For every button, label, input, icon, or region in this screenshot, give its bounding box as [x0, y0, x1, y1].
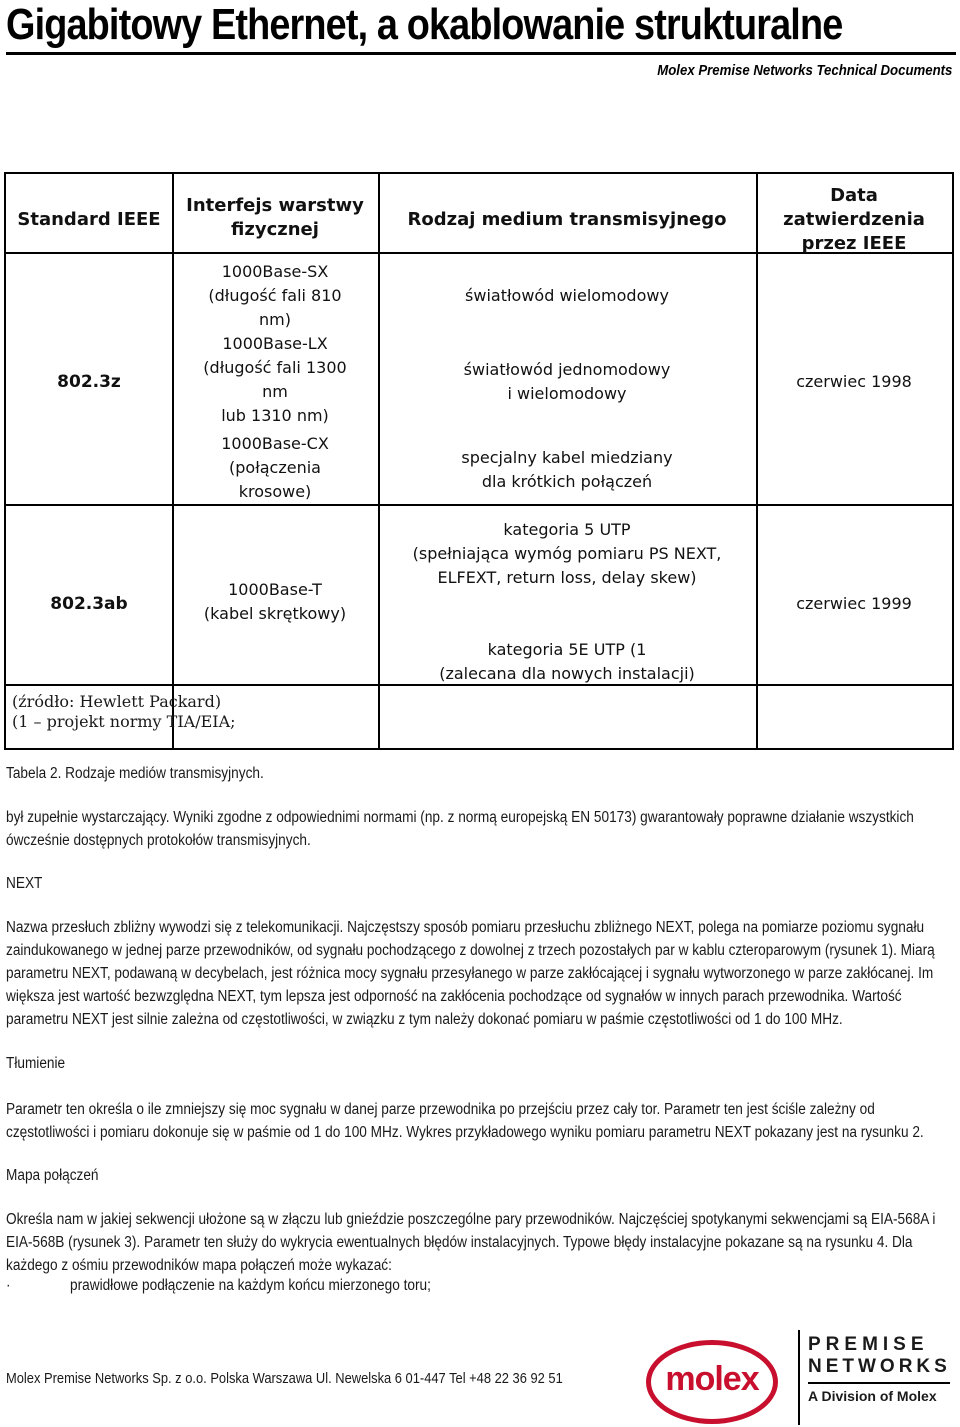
date-802-3ab: czerwiec 1999 — [796, 594, 912, 613]
brand-division: A Division of Molex — [808, 1388, 937, 1404]
section-heading-attenuation: Tłumienie — [6, 1055, 66, 1072]
medium-copper-cable: specjalny kabel miedziany dla krótkich połączeń — [461, 448, 673, 491]
header-medium: Rodzaj medium transmisyjnego — [407, 209, 727, 230]
medium-multimode-fiber: światłowód wielomodowy — [465, 286, 669, 305]
table-caption: Tabela 2. Rodzaje mediów transmisyjnych. — [6, 765, 264, 782]
medium-utp: kategoria 5 UTP (spełniająca wymóg pomiaru PS NEXT, ELFEXT, return loss, delay skew) kategoria 5E UTP (1 (zalecana dla nowych instalacji) — [412, 520, 722, 683]
medium-single-multimode-fiber: światłowód jednomodowy i wielomodowy — [463, 360, 671, 403]
interface-1000base-cx: 1000Base-CX (połączenia krosowe) — [221, 434, 329, 501]
document-subtitle: Molex Premise Networks Technical Documents — [656, 62, 952, 79]
standard-802-3z: 802.3z — [57, 372, 121, 392]
page-title: Gigabitowy Ethernet, a okablowanie strukturalne — [6, 0, 843, 49]
interface-1000base-lx: 1000Base-LX (długość fali 1300 nm lub 1310 nm) — [203, 334, 347, 425]
intro-paragraph: był zupełnie wystarczający. Wyniki zgodne z odpowiednimi normami (np. z normą europejską EN 50173) gwarantowały poprawne działanie wszystkich ówcześnie dostępnych protokołów transmisyjnych. — [6, 809, 914, 849]
wire-map-paragraph: Określa nam w jakiej sekwencji ułożone są w złączu lub gnieździe poszczególne pary przewodników. Najczęściej spotykanymi sekwencjami są EIA-568A i EIA-568B (rysunek 3). Parametr ten służy do wykrycia ewentualnych błędów instalacyjnych. Typowe błędy instalacyjne pokazane są na rysunku 4. Dla każdego z ośmiu przewodników mapa połączeń może wykazać: — [6, 1211, 936, 1274]
brand-networks: NETWORKS — [808, 1356, 951, 1377]
molex-logo — [646, 1330, 956, 1425]
standard-802-3ab: 802.3ab — [50, 594, 128, 614]
interface-1000base-t: 1000Base-T (kabel skrętkowy) — [203, 580, 347, 623]
logo-wordmark: molex — [665, 1360, 759, 1398]
bullet-marker: · — [6, 1277, 11, 1294]
table-divider — [6, 504, 952, 506]
date-802-3z: czerwiec 1998 — [796, 372, 912, 391]
logo-divider — [798, 1330, 800, 1425]
logo-rule — [808, 1382, 950, 1384]
section-heading-next: NEXT — [6, 875, 43, 892]
header-date: Data zatwierdzenia przez IEEE — [783, 185, 925, 254]
header-standard: Standard IEEE — [17, 209, 161, 230]
header-interface: Interfejs warstwy fizycznej — [186, 195, 364, 240]
attenuation-paragraph: Parametr ten określa o ile zmniejszy się moc sygnału w danej parze przewodnika po przejściu przez cały tor. Parametr ten jest ściśle zależny od częstotliwości i pomiaru dokonuje się w paśmie od 1 do 100 MHz. Wykres przykładowego wyniku pomiaru parametru NEXT pokazany jest na rysunku 2. — [6, 1101, 924, 1141]
media-table — [4, 172, 954, 750]
interface-1000base-sx: 1000Base-SX (długość fali 810 nm) — [208, 262, 342, 329]
section-heading-wire-map: Mapa połączeń — [6, 1167, 99, 1184]
brand-premise: PREMISE — [808, 1334, 929, 1355]
bullet-item: prawidłowe podłączenie na każdym końcu mierzonego toru; — [70, 1277, 431, 1294]
next-paragraph: Nazwa przesłuch zbliżny wywodzi się z telekomunikacji. Najczęstszy sposób pomiaru przesłuchu zbliżnego NEXT, polega na pomiarze poziomu sygnału zaindukowanego w jednej parze przewodników, od sygnału pochodzącego z dowolnej z trzech pozostałych par w kablu czteroparowym (rysunek 1). Miarą parametru NEXT, podawaną w decybelach, jest różnica mocy sygnału przesyłanego w parze zakłócającej i sygnału wytworzonego w parze zakłócanej. Im większa jest wartość bezwzględna NEXT, tym lepsza jest odporność na zakłócenia pochodzące od sygnałów w innych parach przewodnika. Wartość parametru NEXT jest silnie zależna od częstotliwości, w związku z tym należy dokonać pomiaru w paśmie częstotliwości od 1 do 100 MHz. — [6, 919, 935, 1028]
table-divider — [756, 174, 758, 748]
title-rule — [6, 52, 956, 55]
footer-address: Molex Premise Networks Sp. z o.o. Polska Warszawa Ul. Newelska 6 01-447 Tel +48 22 36 92 51 — [6, 1370, 563, 1387]
table-source-note: (źródło: Hewlett Packard) (1 – projekt normy TIA/EIA; — [12, 692, 236, 731]
